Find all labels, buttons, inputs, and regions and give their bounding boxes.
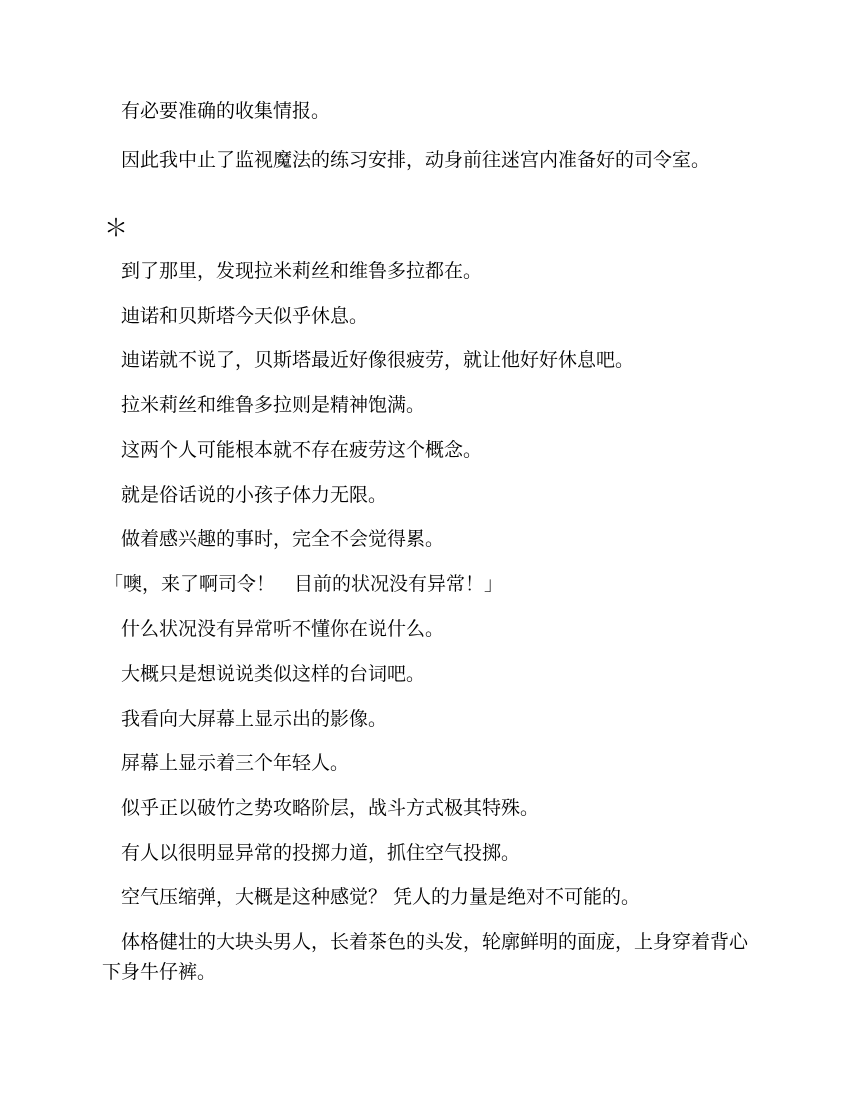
paragraph-12: 我看向大屏幕上显示出的影像。: [121, 708, 388, 730]
paragraph-9: 做着感兴趣的事时，完全不会觉得累。: [121, 528, 445, 550]
dialogue-line: 「噢，来了啊司令！ 目前的状况没有异常！」: [104, 573, 504, 595]
paragraph-10: 什么状况没有异常听不懂你在说什么。: [121, 618, 445, 640]
paragraph-7: 这两个人可能根本就不存在疲劳这个概念。: [121, 439, 483, 461]
paragraph-13: 屏幕上显示着三个年轻人。: [121, 752, 350, 774]
paragraph-6: 拉米莉丝和维鲁多拉则是精神饱满。: [121, 394, 426, 416]
paragraph-3: 到了那里，发现拉米莉丝和维鲁多拉都在。: [121, 260, 483, 282]
paragraph-15: 有人以很明显异常的投掷力道，抓住空气投掷。: [121, 842, 521, 864]
paragraph-16: 空气压缩弹，大概是这种感觉？ 凭人的力量是绝对不可能的。: [121, 886, 641, 908]
paragraph-1: 有必要准确的收集情报。: [121, 100, 331, 122]
paragraph-11: 大概只是想说说类似这样的台词吧。: [121, 663, 426, 685]
paragraph-5: 迪诺就不说了，贝斯塔最近好像很疲劳，就让他好好休息吧。: [121, 349, 635, 371]
paragraph-17: 体格健壮的大块头男人，长着茶色的头发，轮廓鲜明的面庞，上身穿着背心下身牛仔裤。: [102, 931, 749, 983]
paragraph-2: 因此我中止了监视魔法的练习安排，动身前往迷宫内准备好的司令室。: [121, 149, 711, 171]
paragraph-14: 似乎正以破竹之势攻略阶层，战斗方式极其特殊。: [121, 797, 540, 819]
paragraph-4: 迪诺和贝斯塔今天似乎休息。: [121, 305, 369, 327]
paragraph-8: 就是俗话说的小孩子体力无限。: [121, 484, 388, 506]
scene-break: ＊: [104, 214, 128, 242]
